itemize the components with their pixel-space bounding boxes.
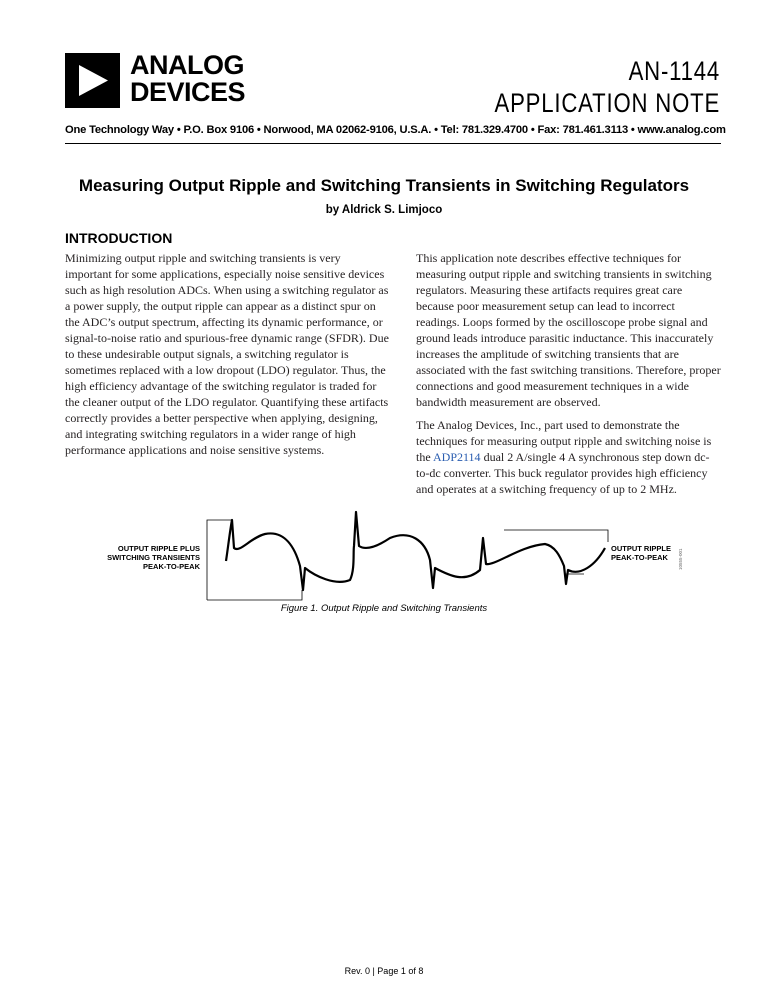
logo-line-2: DEVICES [130,77,246,107]
author-line: by Aldrick S. Limjoco [325,204,443,216]
figure-caption: Figure 1. Output Ripple and Switching Transients [280,603,488,614]
section-heading-introduction: INTRODUCTION [65,230,173,246]
logo-wordmark [130,52,245,106]
document-id [445,55,720,119]
figure-1 [100,508,690,608]
doc-number: AN-1144 [628,56,720,86]
figure-code: 10555-001 [678,548,683,570]
logo-triangle-icon [65,53,120,108]
column-right [416,250,721,504]
header-rule [65,143,721,144]
label-ripple-plus-transients: OUTPUT RIPPLE PLUS SWITCHING TRANSIENTS PEAK-TO-PEAK [107,544,200,571]
logo-line-1: ANALOG [130,50,244,80]
adp2114-link[interactable]: ADP2114 [433,450,481,464]
paragraph-text: The Analog Devices, Inc., part used to demonstrate the techniques for measuring output ripple and switching noise is the [416,418,712,464]
contact-line: One Technology Way • P.O. Box 9106 • Norwood, MA 02062-9106, U.S.A. • Tel: 781.329.4700 • Fax: 781.461.3113 • www.analog.com [65,124,726,136]
ripple-waveform [100,508,690,608]
page-title: Measuring Output Ripple and Switching Transients in Switching Regulators [78,176,690,195]
page-footer: Rev. 0 | Page 1 of 8 [344,966,424,976]
column-left [65,250,390,465]
paragraph [416,417,721,497]
paragraph-text: dual 2 A/single 4 A synchronous step down dc-to-dc converter. This buck regulator provides high efficiency and operates at a switching frequency of up to 2 MHz. [416,450,710,496]
doc-type: APPLICATION NOTE [494,88,720,118]
label-ripple-peak: OUTPUT RIPPLE PEAK-TO-PEAK [611,544,672,562]
analog-devices-logo [65,50,270,108]
paragraph: This application note describes effective techniques for measuring output ripple and switching transients in switching regulators. Measuring these artifacts requires great care because poor measurement setup can lead to incorrect readings. Loops formed by the oscilloscope probe signal and ground leads introduce parasitic inductance. This inaccurately increases the amplitude of switching transients that are associated with the fast switching transitions. Therefore, proper connections and good measurement techniques in a wide bandwidth measurement are observed. [416,251,721,409]
paragraph: Minimizing output ripple and switching transients is very important for some applications, especially noise sensitive devices such as high resolution ADCs. When using a switching regulator as a power supply, the output ripple can appear as a distinct spur on the ADC’s output spectrum, affecting its dynamic performance, or signal-to-noise ratio and spurious-free dynamic range (SFDR). Due to these undesirable output signals, a switching regulator is sometimes replaced with a low dropout (LDO) regulator. Thus, the high efficiency advantage of the switching regulator is traded for the cleaner output of the LDO regulator. Quantifying these artifacts correctly provides a better perspective when applying, designing, and integrating switching regulators in a wider range of high performance applications and noise sensitive systems. [65,251,389,457]
